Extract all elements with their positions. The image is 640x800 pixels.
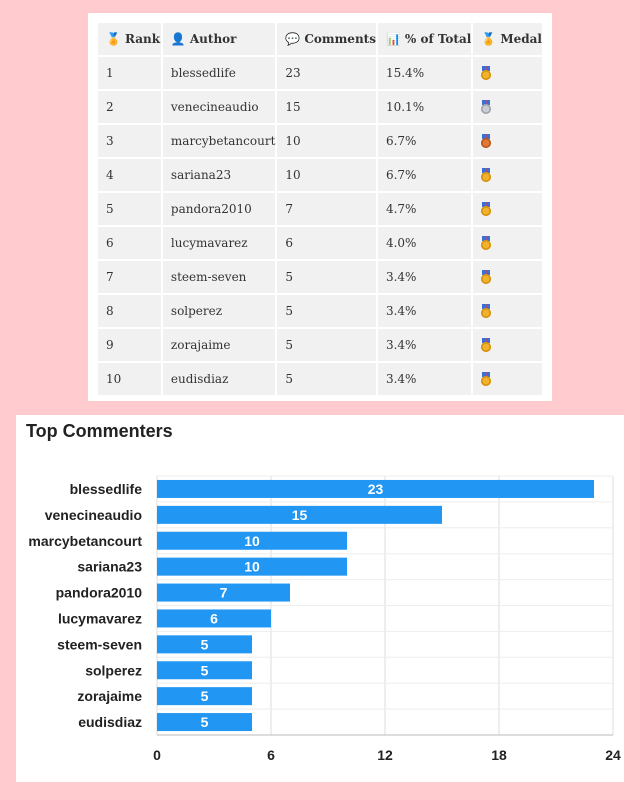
cell-pct: 6.7%	[378, 125, 471, 157]
gold-medal-icon	[481, 202, 491, 214]
cell-pct: 4.0%	[378, 227, 471, 259]
gold-medal-icon	[481, 372, 491, 384]
cell-pct: 3.4%	[378, 329, 471, 361]
table-row[interactable]	[98, 159, 542, 191]
chart-title: Top Commenters	[26, 421, 173, 441]
cell-medal	[473, 363, 542, 395]
table-row[interactable]	[98, 329, 542, 361]
bar-chart-icon: 📊	[385, 32, 401, 46]
cell-author: venecineaudio	[163, 91, 276, 123]
cell-author: zorajaime	[163, 329, 276, 361]
speech-bubble-icon: 💬	[285, 32, 301, 46]
leaderboard-table	[96, 21, 544, 397]
category-label: solperez	[85, 662, 142, 679]
cell-medal	[473, 159, 542, 191]
category-label: sariana23	[77, 558, 142, 575]
cell-comments: 5	[277, 261, 376, 293]
cell-author: steem-seven	[163, 261, 276, 293]
table-row[interactable]	[98, 91, 542, 123]
bar-chart	[16, 415, 624, 782]
cell-rank: 8	[98, 295, 161, 327]
data-label: 5	[200, 714, 209, 731]
x-tick-label: 0	[153, 747, 161, 763]
cell-medal	[473, 329, 542, 361]
category-label: pandora2010	[55, 584, 142, 601]
cell-pct: 4.7%	[378, 193, 471, 225]
leaderboard-table-card	[88, 13, 552, 401]
x-tick-label: 24	[605, 747, 621, 763]
cell-rank: 2	[98, 91, 161, 123]
data-label: 10	[244, 558, 260, 575]
gold-medal-icon	[481, 168, 491, 180]
medal-icon: 🏅	[481, 32, 497, 46]
data-label: 5	[200, 688, 209, 705]
category-label: marcybetancourt	[28, 532, 142, 549]
cell-pct: 15.4%	[378, 57, 471, 89]
header-percent[interactable]: 📊 % of Total	[378, 23, 471, 55]
silver-medal-icon	[481, 100, 491, 112]
table-header-row	[98, 23, 542, 55]
cell-medal	[473, 295, 542, 327]
table-row[interactable]	[98, 125, 542, 157]
cell-comments: 6	[277, 227, 376, 259]
cell-rank: 10	[98, 363, 161, 395]
data-label: 23	[367, 480, 384, 497]
data-label: 15	[291, 506, 308, 523]
cell-rank: 6	[98, 227, 161, 259]
cell-author: sariana23	[163, 159, 276, 191]
header-comments[interactable]: 💬 Comments	[277, 23, 376, 55]
header-medal[interactable]: 🏅 Medal	[473, 23, 542, 55]
cell-medal	[473, 193, 542, 225]
medal-icon: 🏅	[106, 32, 121, 46]
chart-card	[16, 415, 624, 782]
cell-comments: 10	[277, 159, 376, 191]
cell-rank: 4	[98, 159, 161, 191]
cell-medal	[473, 125, 542, 157]
person-icon: 👤	[170, 32, 186, 46]
cell-medal	[473, 227, 542, 259]
cell-rank: 1	[98, 57, 161, 89]
cell-author: blessedlife	[163, 57, 276, 89]
cell-author: solperez	[163, 295, 276, 327]
cell-comments: 5	[277, 295, 376, 327]
cell-author: pandora2010	[163, 193, 276, 225]
data-label: 10	[244, 532, 260, 549]
cell-medal	[473, 91, 542, 123]
x-tick-label: 12	[377, 747, 393, 763]
category-label: blessedlife	[69, 480, 142, 497]
cell-author: eudisdiaz	[163, 363, 276, 395]
cell-author: lucymavarez	[163, 227, 276, 259]
cell-comments: 7	[277, 193, 376, 225]
cell-comments: 15	[277, 91, 376, 123]
header-rank[interactable]: 🏅 Rank	[98, 23, 161, 55]
data-label: 7	[219, 584, 228, 601]
gold-medal-icon	[481, 304, 491, 316]
cell-medal	[473, 261, 542, 293]
data-label: 5	[200, 662, 209, 679]
table-row[interactable]	[98, 261, 542, 293]
category-label: steem-seven	[57, 636, 142, 653]
gold-medal-icon	[481, 66, 491, 78]
cell-author: marcybetancourt	[163, 125, 276, 157]
table-row[interactable]	[98, 193, 542, 225]
gold-medal-icon	[481, 236, 491, 248]
gold-medal-icon	[481, 338, 491, 350]
cell-pct: 3.4%	[378, 295, 471, 327]
category-label: eudisdiaz	[78, 714, 142, 731]
gold-medal-icon	[481, 270, 491, 282]
cell-rank: 9	[98, 329, 161, 361]
cell-comments: 23	[277, 57, 376, 89]
cell-pct: 6.7%	[378, 159, 471, 191]
cell-rank: 5	[98, 193, 161, 225]
x-tick-label: 6	[267, 747, 275, 763]
cell-pct: 10.1%	[378, 91, 471, 123]
cell-comments: 10	[277, 125, 376, 157]
table-row[interactable]	[98, 363, 542, 395]
x-tick-label: 18	[491, 747, 507, 763]
data-label: 5	[200, 636, 209, 653]
header-author[interactable]: 👤 Author	[163, 23, 276, 55]
category-label: venecineaudio	[44, 506, 142, 523]
cell-rank: 3	[98, 125, 161, 157]
cell-rank: 7	[98, 261, 161, 293]
cell-comments: 5	[277, 363, 376, 395]
category-label: zorajaime	[77, 688, 142, 705]
table-row[interactable]	[98, 227, 542, 259]
cell-pct: 3.4%	[378, 261, 471, 293]
cell-pct: 3.4%	[378, 363, 471, 395]
cell-comments: 5	[277, 329, 376, 361]
table-row[interactable]	[98, 295, 542, 327]
category-label: lucymavarez	[57, 610, 142, 627]
data-label: 6	[210, 610, 218, 627]
cell-medal	[473, 57, 542, 89]
bronze-medal-icon	[481, 134, 491, 146]
table-row[interactable]	[98, 57, 542, 89]
